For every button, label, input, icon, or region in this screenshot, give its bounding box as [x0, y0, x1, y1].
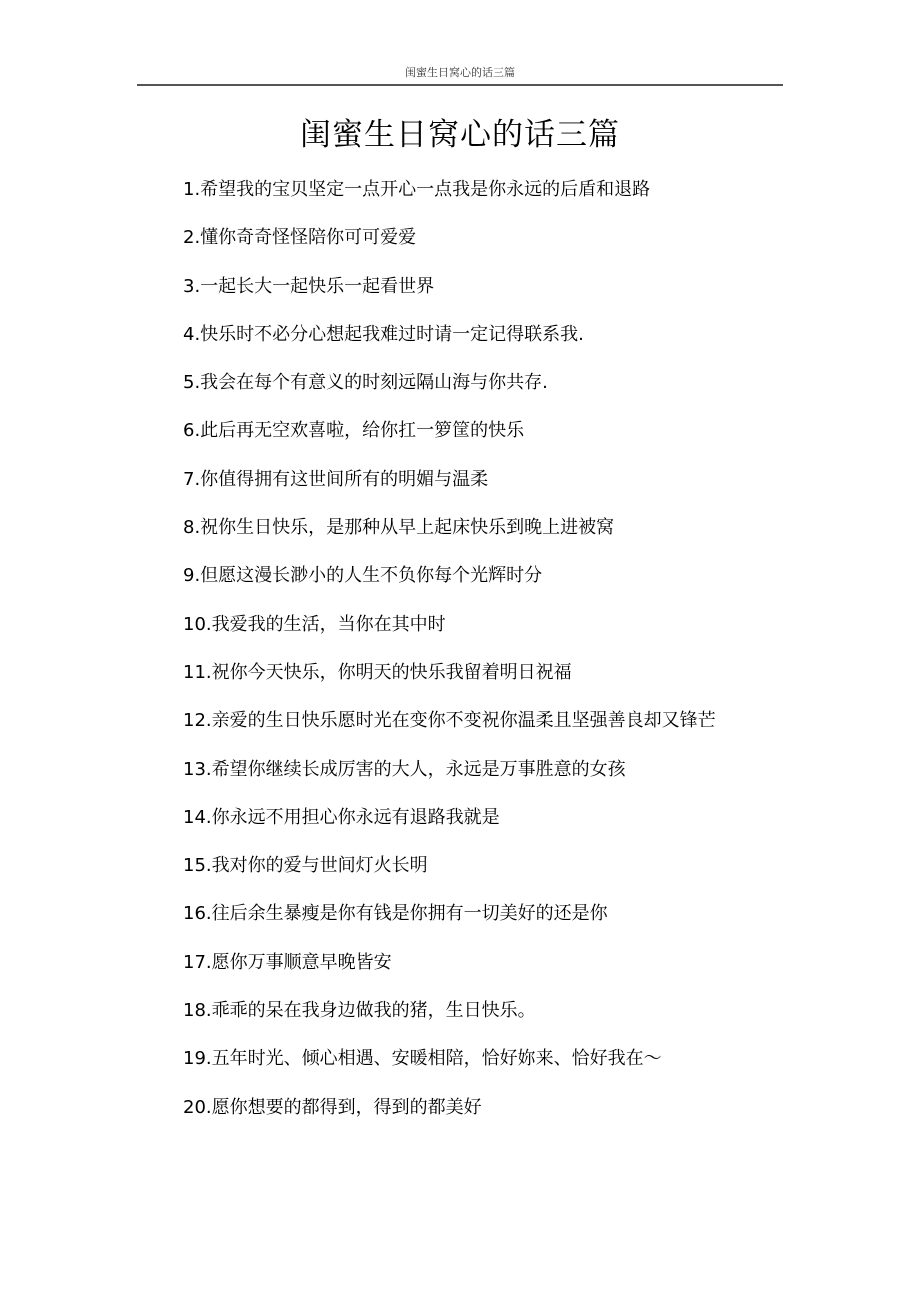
- list-item: 18.乖乖的呆在我身边做我的猪，生日快乐。: [183, 1000, 536, 1022]
- list-item: 1.希望我的宝贝坚定一点开心一点我是你永远的后盾和退路: [183, 179, 651, 200]
- list-item: 9.但愿这漫长渺小的人生不负你每个光辉时分: [183, 565, 543, 587]
- list-item: 7.你值得拥有这世间所有的明媚与温柔: [183, 468, 489, 490]
- list-item: 12.亲爱的生日快乐愿时光在变你不变祝你温柔且坚强善良却又锋芒: [183, 710, 716, 732]
- list-item: 3.一起长大一起快乐一起看世界: [183, 275, 435, 297]
- document-title: 闺蜜生日窝心的话三篇: [300, 117, 620, 153]
- list-item: 2.懂你奇奇怪怪陪你可可爱爱: [183, 227, 417, 249]
- list-item: 15.我对你的爱与世间灯火长明: [183, 855, 428, 877]
- list-item: 4.快乐时不必分心想起我难过时请一定记得联系我.: [183, 323, 584, 345]
- list-item: 11.祝你今天快乐，你明天的快乐我留着明日祝福: [183, 661, 572, 683]
- list-item: 19.五年时光、倾心相遇、安暖相陪，恰好妳来、恰好我在～: [183, 1048, 662, 1070]
- list-item: 13.希望你继续长成厉害的大人，永远是万事胜意的女孩: [183, 758, 626, 780]
- list-item: 14.你永远不用担心你永远有退路我就是: [183, 806, 500, 828]
- running-header: 闺蜜生日窝心的话三篇: [405, 66, 515, 79]
- list-item: 20.愿你想要的都得到，得到的都美好: [183, 1096, 482, 1118]
- document-body: [137, 166, 783, 1132]
- list-item: 10.我爱我的生活，当你在其中时: [183, 613, 446, 635]
- list-item: 16.往后余生暴瘦是你有钱是你拥有一切美好的还是你: [183, 903, 608, 925]
- list-item: 5.我会在每个有意义的时刻远隔山海与你共存.: [183, 372, 548, 394]
- list-item: 17.愿你万事顺意早晚皆安: [183, 951, 392, 973]
- header-divider: [137, 84, 783, 86]
- list-item: 8.祝你生日快乐，是那种从早上起床快乐到晚上进被窝: [183, 517, 615, 539]
- list-item: 6.此后再无空欢喜啦，给你扛一箩筐的快乐: [183, 420, 525, 442]
